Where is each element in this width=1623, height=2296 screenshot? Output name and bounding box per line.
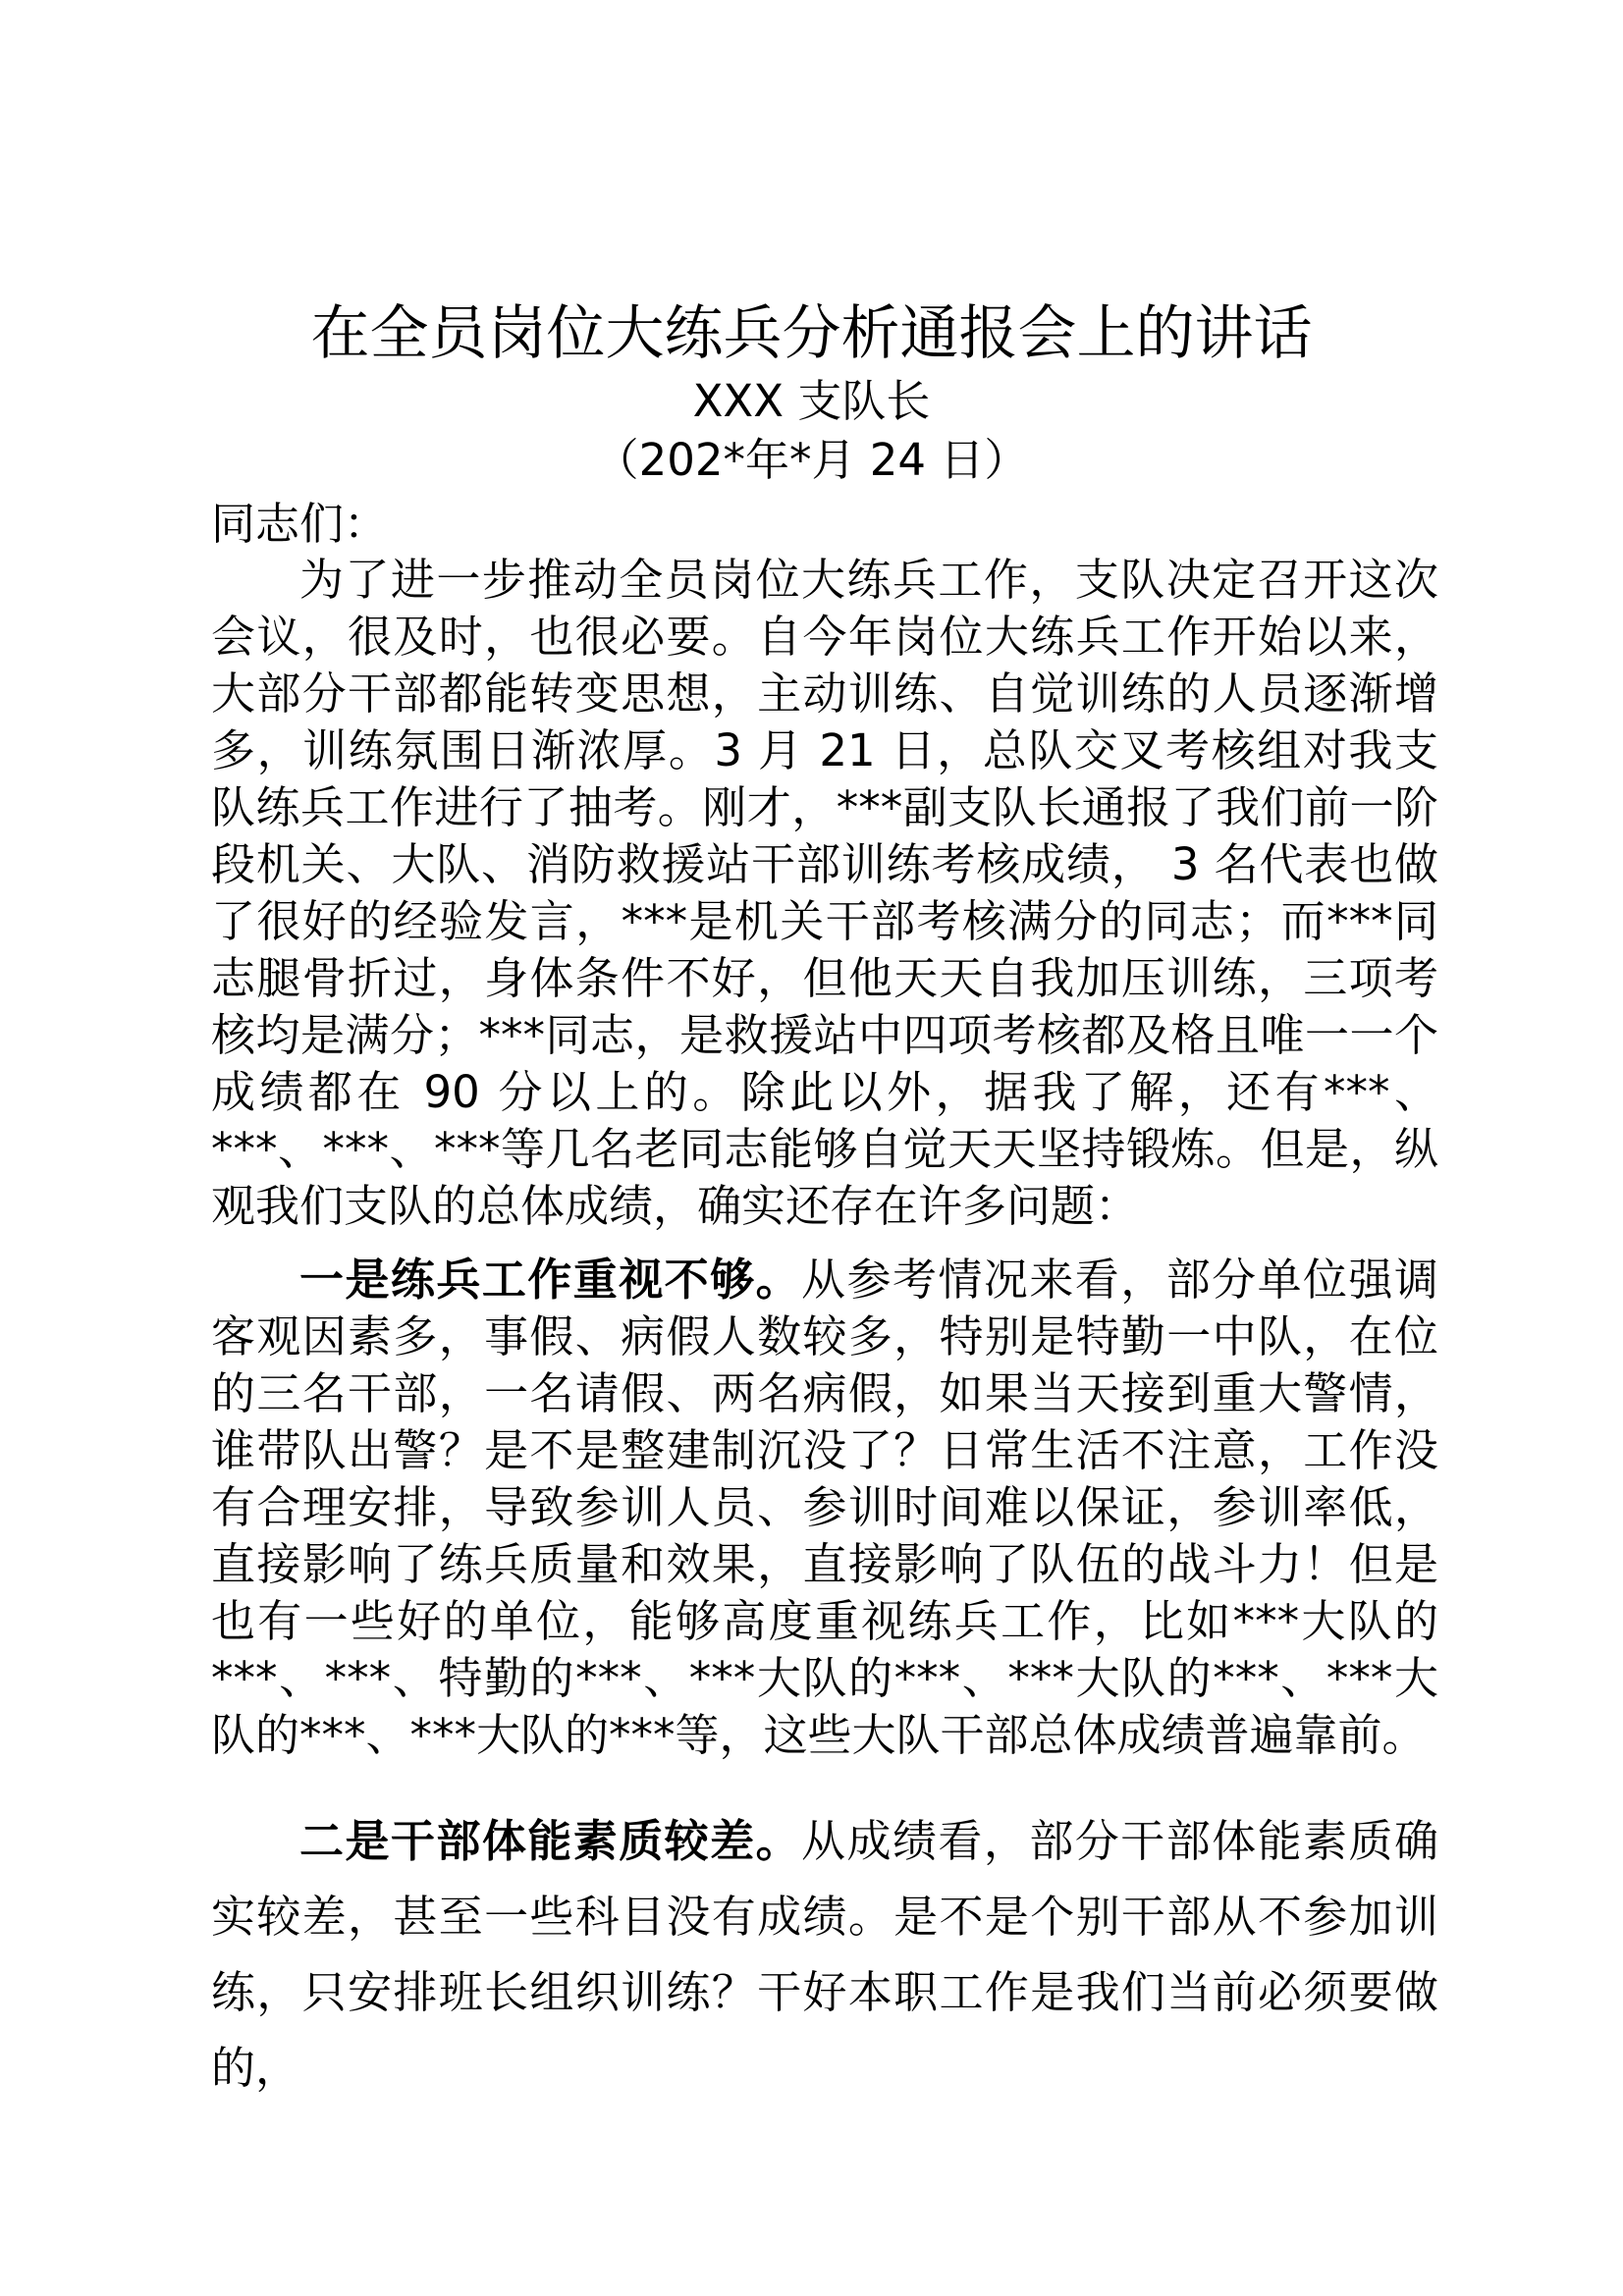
paragraph-text: 从成绩看，部分干部体能素质确实较差，甚至一些科目没有成绩。是不是个别干部从不参加训练，只安排班长组织训练？干好本职工作是我们当前必须要做的， <box>211 1815 1438 2094</box>
document-author: XXX 支队长 <box>692 375 931 427</box>
document-date: （202*年*月 24 日） <box>594 434 1029 486</box>
paragraph-point-one <box>211 1252 1438 1764</box>
paragraph-intro <box>211 552 1438 1235</box>
document-title: 在全员岗位大练兵分析通报会上的讲话 <box>310 299 1313 368</box>
greeting: 同志们： <box>211 498 389 550</box>
paragraph-point-two <box>211 1803 1438 2106</box>
paragraph-text: 为了进一步推动全员岗位大练兵工作，支队决定召开这次会议，很及时，也很必要。自今年岗位大练兵工作开始以来，大部分干部都能转变思想，主动训练、自觉训练的人员逐渐增多，训练氛围日渐浓厚。3 月 21 日，总队交叉考核组对我支队练兵工作进行了抽考。刚才，***副支队长通报了我们前一阶段机关、大队、消防救援站干部训练考核成绩， 3 名代表也做了很好的经验发言，***是机关干部考核满分的同志；而***同志腿骨折过，身体条件不好，但他天天自我加压训练，三项考核均是满分；***同志，是救援站中四项考核都及格且唯一一个成绩都在 90 分以上的。除此以外，据我了解，还有***、***、***、***等几名老同志能够自觉天天坚持锻炼。但是，纵观我们支队的总体成绩，确实还存在许多问题： <box>211 554 1438 1232</box>
paragraph-lead: 二是干部体能素质较差。 <box>299 1815 802 1867</box>
paragraph-text: 从参考情况来看，部分单位强调客观因素多，事假、病假人数较多，特别是特勤一中队，在位的三名干部，一名请假、两名病假，如果当天接到重大警情，谁带队出警？是不是整建制沉没了？日常生活不注意，工作没有合理安排，导致参训人员、参训时间难以保证，参训率低，直接影响了练兵质量和效果，直接影响了队伍的战斗力！但是也有一些好的单位，能够高度重视练兵工作，比如***大队的***、***、特勤的***、***大队的***、***大队的***、***大队的***、***大队的***等，这些大队干部总体成绩普遍靠前。 <box>211 1254 1438 1761</box>
paragraph-lead: 一是练兵工作重视不够。 <box>299 1254 802 1306</box>
